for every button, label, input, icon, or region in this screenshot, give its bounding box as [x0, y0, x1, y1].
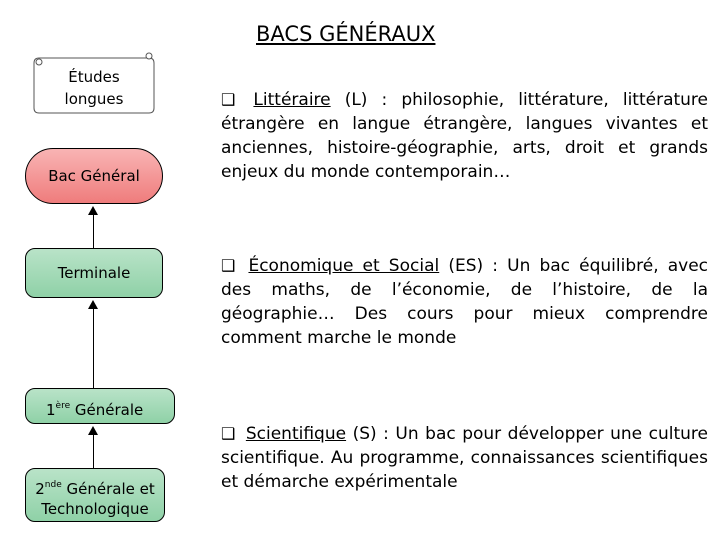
arrow-up-icon [88, 206, 98, 215]
checkbox-bullet-icon: ❑ [221, 424, 236, 443]
checkbox-bullet-icon: ❑ [221, 256, 236, 275]
bac-general-label: Bac Général [48, 167, 140, 185]
section-text: philosophie, littérature, littérature étrangère en langue étrangère, langues vivantes et anciennes, histoire-géographie, arts, droit et grands enjeux du monde contemporain… [221, 90, 709, 182]
section-name: Littéraire [253, 90, 331, 110]
seconde-line2: Technologique [41, 500, 149, 518]
seconde-rest: Générale et [61, 480, 155, 498]
arrow-line-2 [93, 307, 94, 388]
section-sep: : [483, 256, 508, 276]
checkbox-bullet-icon: ❑ [221, 90, 236, 109]
terminale-label: Terminale [57, 264, 131, 282]
section-code: (L) [344, 90, 368, 110]
scroll-text-line2: longues [64, 90, 124, 108]
premiere-rest: Générale [70, 401, 144, 419]
premiere-num: 1 [46, 401, 56, 419]
seconde-box [25, 468, 165, 522]
section-code: (ES) [448, 256, 484, 276]
section-sep: : [367, 90, 402, 110]
section-name: Scientifique [245, 424, 347, 444]
section-text: Un bac pour développer une culture scientifique. Au programme, connaissances scientifiques et démarche expérimentale [221, 424, 708, 492]
bac-general-box [25, 148, 163, 204]
section-scientifique [221, 422, 708, 494]
arrow-up-icon [88, 426, 98, 435]
scroll-banner [33, 52, 155, 114]
arrow-up-icon [88, 300, 98, 309]
section-litteraire [221, 88, 708, 184]
premiere-box [25, 388, 175, 424]
section-sep: : [376, 424, 396, 444]
seconde-num: 2 [35, 480, 45, 498]
scroll-text-line1: Études [68, 68, 120, 86]
section-name: Économique et Social [248, 256, 440, 276]
seconde-sup: nde [44, 480, 62, 490]
terminale-box [25, 248, 163, 298]
page-title: BACS GÉNÉRAUX [256, 22, 436, 46]
arrow-line-3 [93, 433, 94, 468]
premiere-sup: ère [55, 401, 71, 411]
section-text: Un bac équilibré, avec des maths, de l’économie, de l’histoire, de la géographie… Des cours pour mieux comprendre comment marche le monde [221, 256, 709, 348]
section-economique-social [221, 254, 708, 350]
section-code: (S) [352, 424, 377, 444]
arrow-line-1 [93, 212, 94, 248]
